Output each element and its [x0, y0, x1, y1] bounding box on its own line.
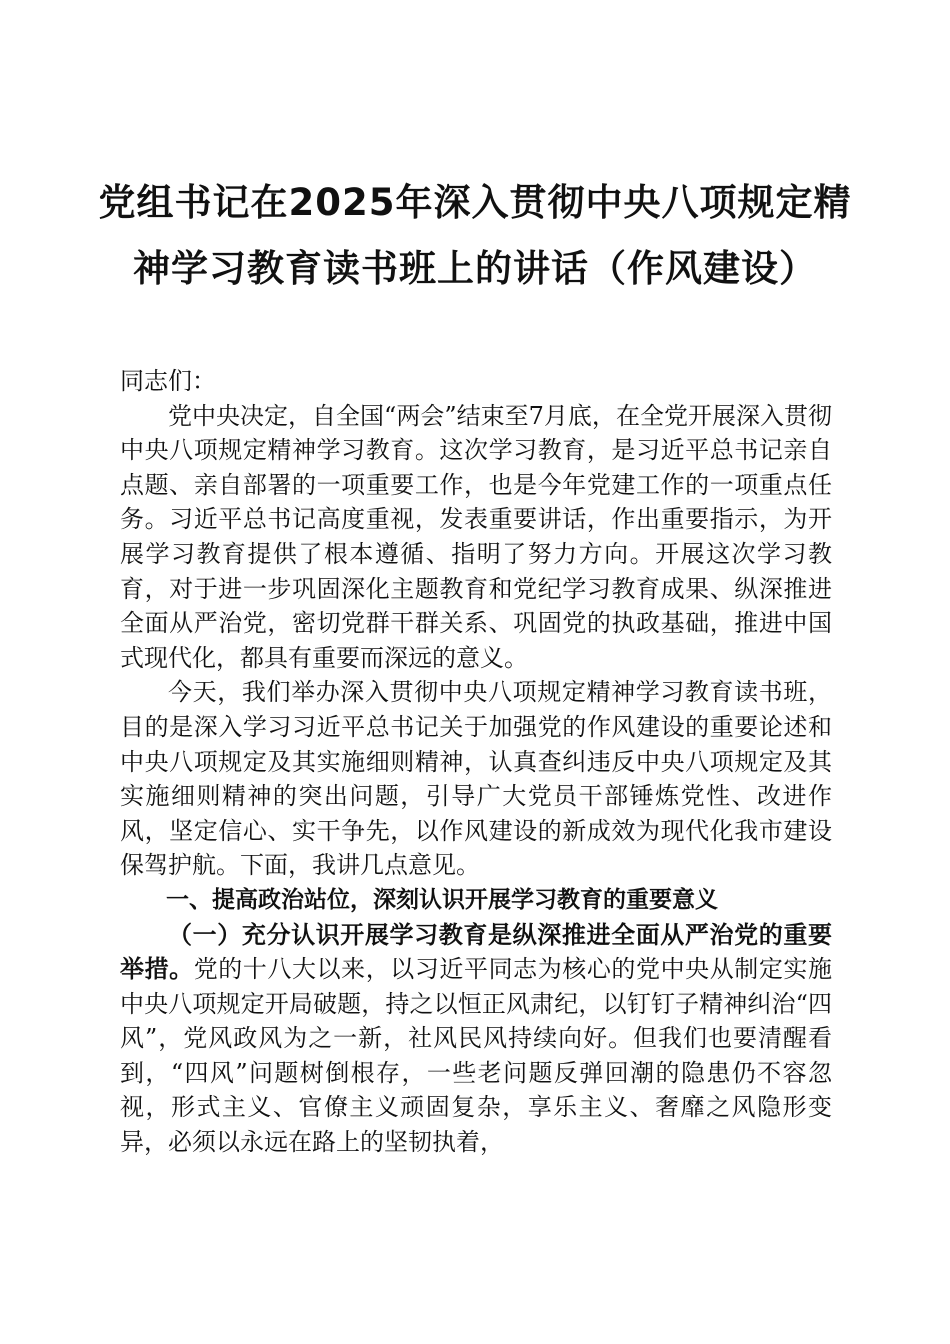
document-body [120, 364, 832, 1160]
paragraph-1: 党中央决定，自全国“两会”结束至7月底，在全党开展深入贯彻中央八项规定精神学习教育。这次学习教育，是习近平总书记亲自点题、亲自部署的一项重要工作，也是今年党建工作的一项重点任务。习近平总书记高度重视，发表重要讲话，作出重要指示，为开展学习教育提供了根本遵循、指明了努力方向。开展这次学习教育，对于进一步巩固深化主题教育和党纪学习教育成果、纵深推进全面从严治党，密切党群干群关系、巩固党的执政基础，推进中国式现代化，都具有重要而深远的意义。 [120, 401, 832, 672]
paragraph-3 [120, 918, 832, 1160]
paragraph-2: 今天，我们举办深入贯彻中央八项规定精神学习教育读书班，目的是深入学习习近平总书记关于加强党的作风建设的重要论述和中央八项规定及其实施细则精神，认真查纠违反中央八项规定及其实施细则精神的突出问题，引导广大党员干部锤炼党性、改进作风，坚定信心、实干争先，以作风建设的新成效为现代化我市建设保驾护航。下面，我讲几点意见。 [120, 678, 832, 880]
section-heading-1: 一、提高政治站位，深刻认识开展学习教育的重要意义 [166, 886, 718, 913]
paragraph-3-text: 党的十八大以来，以习近平同志为核心的党中央从制定实施中央八项规定开局破题，持之以恒正风肃纪，以钉钉子精神纠治“四风”，党风政风为之一新，社风民风持续向好。但我们也要清醒看到，“四风”问题树倒根存，一些老问题反弹回潮的隐患仍不容忽视，形式主义、官僚主义顽固复杂，享乐主义、奢靡之风隐形变异，必须以永远在路上的坚韧执着， [120, 955, 833, 1157]
subsection-heading-1: （一）充分认识开展学习教育是纵深推进全面从严治党的重要举措。 [120, 919, 832, 984]
document-title-line-1: 党组书记在2025年深入贯彻中央八项规定精 [98, 181, 852, 224]
document-title-line-2: 神学习教育读书班上的讲话（作风建设） [133, 247, 817, 290]
salutation: 同志们： [120, 367, 216, 395]
